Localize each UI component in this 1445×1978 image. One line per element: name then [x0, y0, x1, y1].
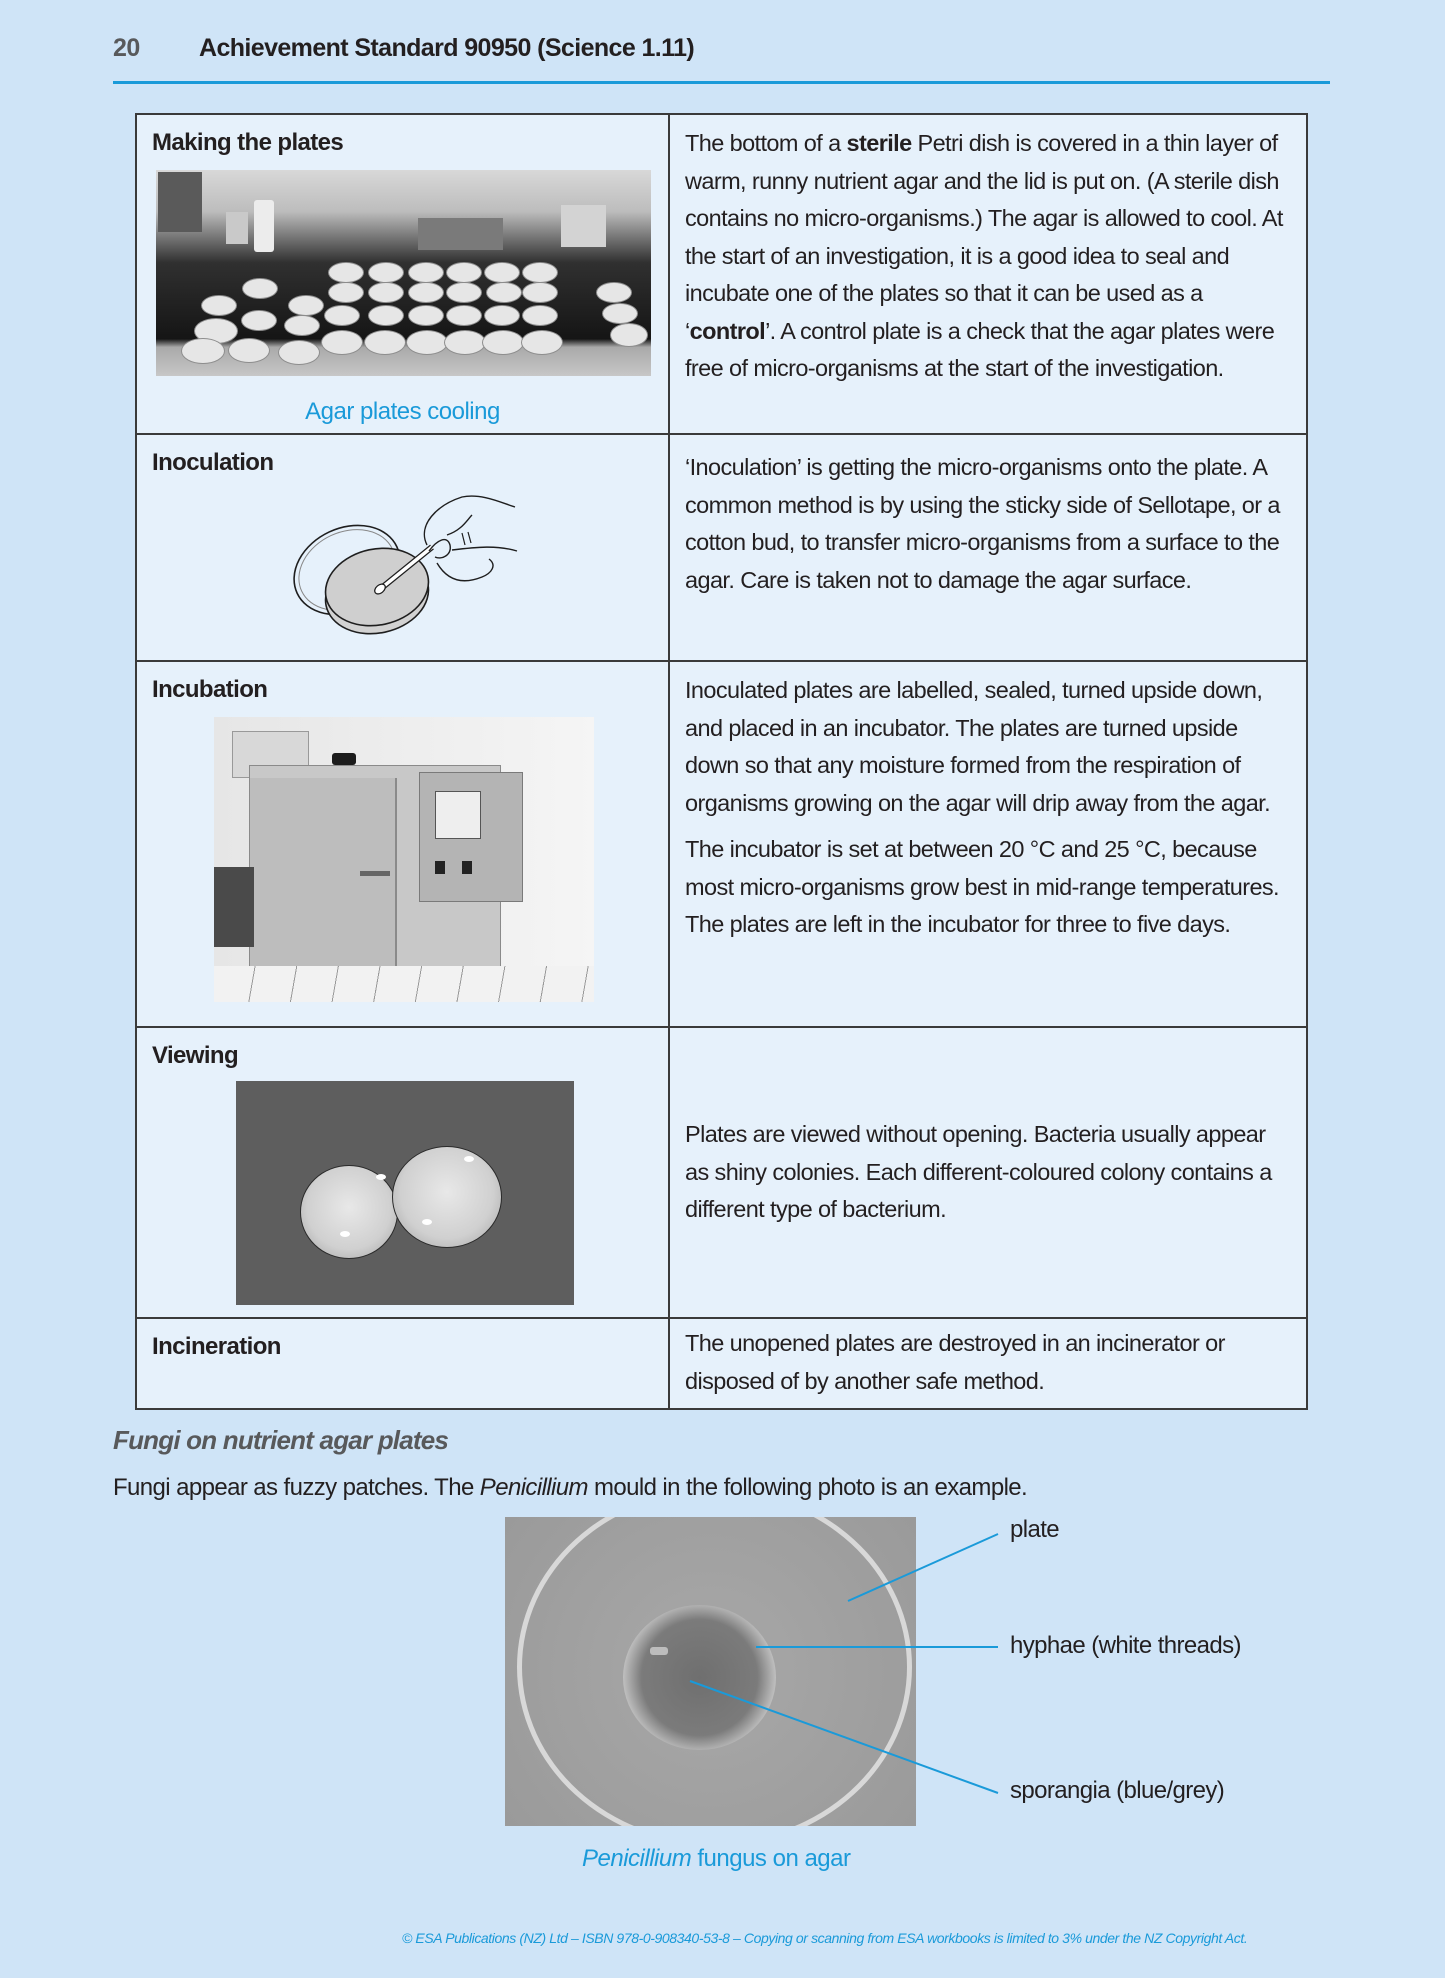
step-cell-making-plates	[136, 114, 669, 434]
figure-caption-penicillium	[582, 1845, 851, 1873]
step-title: Viewing	[152, 1042, 239, 1069]
text-run: Petri dish is covered in a thin layer of warm, runny nutrient agar and the lid is put on. (A sterile dish contains no micro-organisms.) The agar is allowed to cool. At the start of an investigation, it is a good idea to seal and incubate one of the plates so that it can be used as a ‘	[685, 130, 1283, 344]
step-description-incineration	[669, 1318, 1307, 1409]
section-heading-fungi: Fungi on nutrient agar plates	[113, 1425, 449, 1455]
header-rule	[113, 81, 1330, 84]
text-run: ’. A control plate is a check that the agar plates were free of micro-organisms at the start of the investigation.	[685, 317, 1275, 381]
page-title: Achievement Standard 90950 (Science 1.11)	[199, 34, 695, 62]
table-row-viewing	[136, 1027, 1307, 1318]
text-run: The bottom of a	[685, 130, 847, 156]
bacterial-colonies-photo	[236, 1081, 574, 1305]
step-title: Incineration	[152, 1333, 281, 1360]
step-paragraph: Inoculated plates are labelled, sealed, turned upside down, and placed in an incubator. The plates are turned upside down so that any moisture formed from the respiration of organisms growing on the agar will drip away from the agar.	[685, 677, 1271, 816]
copyright-footer: © ESA Publications (NZ) Ltd – ISBN 978-0-908340-53-8 – Copying or scanning from ESA workbooks is limited to 3% under the NZ Copyright Act.	[402, 1930, 1248, 1946]
step-description-making-plates	[669, 114, 1307, 434]
agar-plates-photo	[156, 170, 651, 376]
page-number: 20	[113, 34, 140, 62]
step-cell-incubation	[136, 661, 669, 1027]
table-row-incineration	[136, 1318, 1307, 1409]
species-name: Penicillium	[582, 1845, 692, 1872]
figure-caption-agar-plates: Agar plates cooling	[305, 398, 500, 425]
incubator-photo	[214, 717, 594, 1002]
step-description-inoculation	[669, 434, 1307, 661]
step-paragraph	[685, 125, 1291, 388]
step-description-viewing	[669, 1027, 1307, 1318]
table-row-making-plates	[136, 114, 1307, 434]
label-plate: plate	[1010, 1516, 1060, 1543]
text-run: fungus on agar	[691, 1845, 851, 1872]
step-paragraph: ‘Inoculation’ is getting the micro-organisms onto the plate. A common method is by using the sticky side of Sellotape, or a cotton bud, to transfer micro-organisms from a surface to the agar. Care is taken not to damage the agar surface.	[685, 454, 1280, 593]
step-title: Making the plates	[152, 129, 344, 156]
step-paragraph: Plates are viewed without opening. Bacteria usually appear as shiny colonies. Each different-coloured colony contains a different type of bacterium.	[685, 1121, 1272, 1223]
step-cell-viewing	[136, 1027, 669, 1318]
step-cell-inoculation	[136, 434, 669, 661]
step-description-incubation	[669, 661, 1307, 1027]
term-control: control	[689, 317, 766, 344]
label-hyphae: hyphae (white threads)	[1010, 1632, 1241, 1659]
table-row-incubation	[136, 661, 1307, 1027]
step-paragraph: The unopened plates are destroyed in an incinerator or disposed of by another safe method.	[685, 1330, 1225, 1394]
step-title: Inoculation	[152, 449, 274, 476]
inoculation-drawing	[267, 485, 567, 655]
step-title: Incubation	[152, 676, 268, 703]
text-run: Fungi appear as fuzzy patches. The	[113, 1474, 480, 1501]
species-name: Penicillium	[479, 1474, 588, 1501]
step-paragraph: The incubator is set at between 20 °C and 25 °C, because most micro-organisms grow best in mid-range temperatures. The plates are left in the incubator for three to five days.	[685, 836, 1279, 937]
section-intro-fungi	[113, 1474, 1027, 1502]
term-sterile: sterile	[846, 130, 912, 156]
table-row-inoculation	[136, 434, 1307, 661]
label-sporangia: sporangia (blue/grey)	[1010, 1777, 1225, 1804]
step-cell-incineration	[136, 1318, 669, 1409]
penicillium-photo	[505, 1517, 916, 1826]
page-header	[113, 30, 1330, 70]
text-run: mould in the following photo is an example.	[587, 1474, 1028, 1501]
procedure-table	[135, 113, 1308, 1410]
